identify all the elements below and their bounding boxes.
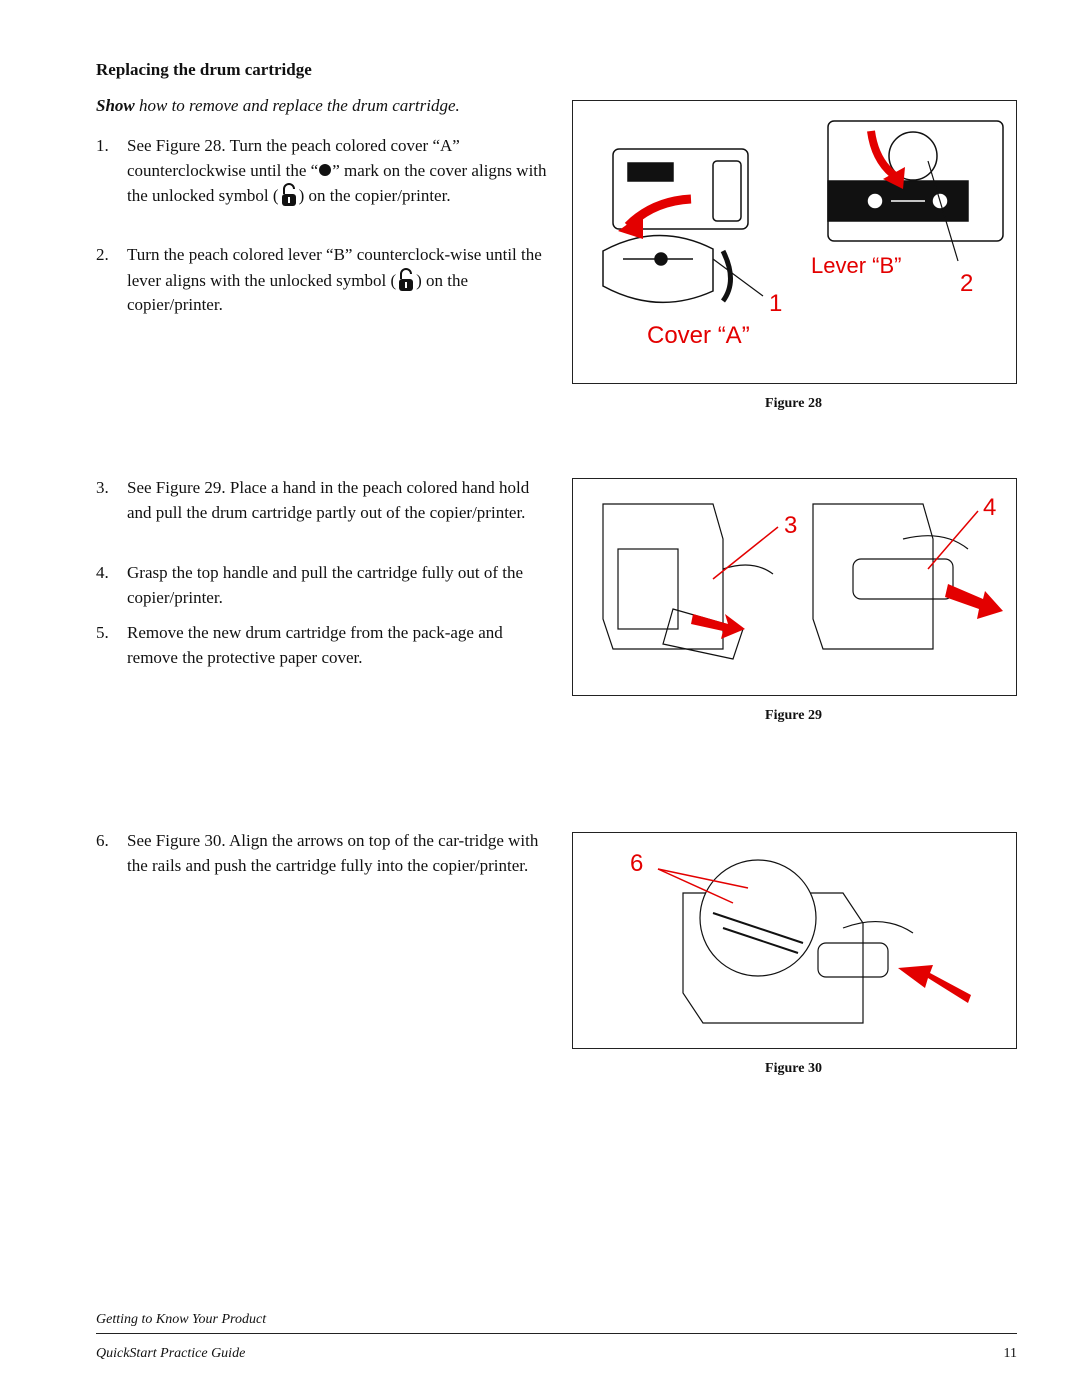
step-text-part: ” mark on the cover aligns with the unlocked symbol ( xyxy=(127,160,547,205)
step-text xyxy=(127,134,556,209)
step-2 xyxy=(96,243,556,318)
section-intro xyxy=(96,96,460,116)
unlocked-padlock-icon xyxy=(397,268,415,292)
lever-b-label: Lever “B” xyxy=(811,253,902,278)
step-text: See Figure 30. Align the arrows on top of the car-tridge with the rails and push the cartridge fully into the copier/printer. xyxy=(127,831,539,875)
page-number: 11 xyxy=(1003,1346,1017,1361)
step-text-part: ) on the copier/printer. xyxy=(127,270,469,314)
step-6 xyxy=(96,829,556,878)
callout-1: 1 xyxy=(769,290,783,317)
step-number: 2. xyxy=(96,245,109,264)
figure-29-caption: Figure 29 xyxy=(765,708,822,723)
figure-30-illustration xyxy=(573,833,1016,1048)
step-3 xyxy=(96,476,556,525)
figure-30-caption: Figure 30 xyxy=(765,1061,822,1076)
pull-arrow-icon xyxy=(945,584,1003,619)
step-5 xyxy=(96,621,556,670)
arrow-head-icon xyxy=(618,213,643,239)
step-number: 4. xyxy=(96,563,109,582)
step-number: 5. xyxy=(96,623,109,642)
section-title: Replacing the drum cartridge xyxy=(96,60,312,79)
filled-circle-mark-icon xyxy=(319,164,331,176)
figure-29 xyxy=(572,478,1017,696)
step-text-part: ) on the copier/printer. xyxy=(298,186,451,205)
step-text xyxy=(127,243,556,318)
figure-28-caption: Figure 28 xyxy=(765,396,822,411)
callout-4: 4 xyxy=(983,494,997,521)
printer-left-drawing xyxy=(603,504,773,659)
callout-3: 3 xyxy=(784,512,798,539)
step-text-part: Turn the peach colored lever “B” counterclock-wise until the lever aligns with the unlocked symbol ( xyxy=(127,245,542,290)
footer-guide-title: QuickStart Practice Guide xyxy=(96,1346,246,1361)
figure-30 xyxy=(572,832,1017,1049)
printer-right-drawing xyxy=(813,504,968,649)
intro-emphasis: Show xyxy=(96,96,135,115)
push-arrow-icon xyxy=(898,965,971,1003)
lever-b-drawing xyxy=(828,121,1003,241)
callout-2: 2 xyxy=(960,270,974,297)
printer-insert-drawing xyxy=(683,860,913,1023)
figure-28-illustration xyxy=(573,101,1016,383)
callout-6: 6 xyxy=(630,850,644,877)
cover-a-drawing xyxy=(603,149,748,302)
footer-divider xyxy=(96,1333,1017,1334)
footer-chapter: Getting to Know Your Product xyxy=(96,1312,267,1327)
figure-28 xyxy=(572,100,1017,384)
step-number: 6. xyxy=(96,831,109,850)
step-text-part: See Figure 28. Turn the peach colored cover “A” counterclockwise until the “ xyxy=(127,136,460,180)
step-number: 1. xyxy=(96,136,109,155)
pull-arrow-icon xyxy=(691,614,745,639)
leader-line xyxy=(713,259,763,296)
step-number: 3. xyxy=(96,478,109,497)
step-4 xyxy=(96,561,556,610)
step-text: Grasp the top handle and pull the cartridge fully out of the copier/printer. xyxy=(127,563,524,607)
cover-a-label: Cover “A” xyxy=(647,322,750,349)
unlocked-padlock-icon xyxy=(280,183,298,207)
step-text: See Figure 29. Place a hand in the peach colored hand hold and pull the drum cartridge partly out of the copier/printer. xyxy=(127,478,530,522)
leader-line xyxy=(928,511,978,569)
figure-29-illustration xyxy=(573,479,1016,695)
step-text: Remove the new drum cartridge from the pack-age and remove the protective paper cover. xyxy=(127,623,503,667)
intro-text: how to remove and replace the drum cartridge. xyxy=(134,96,460,115)
step-1 xyxy=(96,134,556,209)
